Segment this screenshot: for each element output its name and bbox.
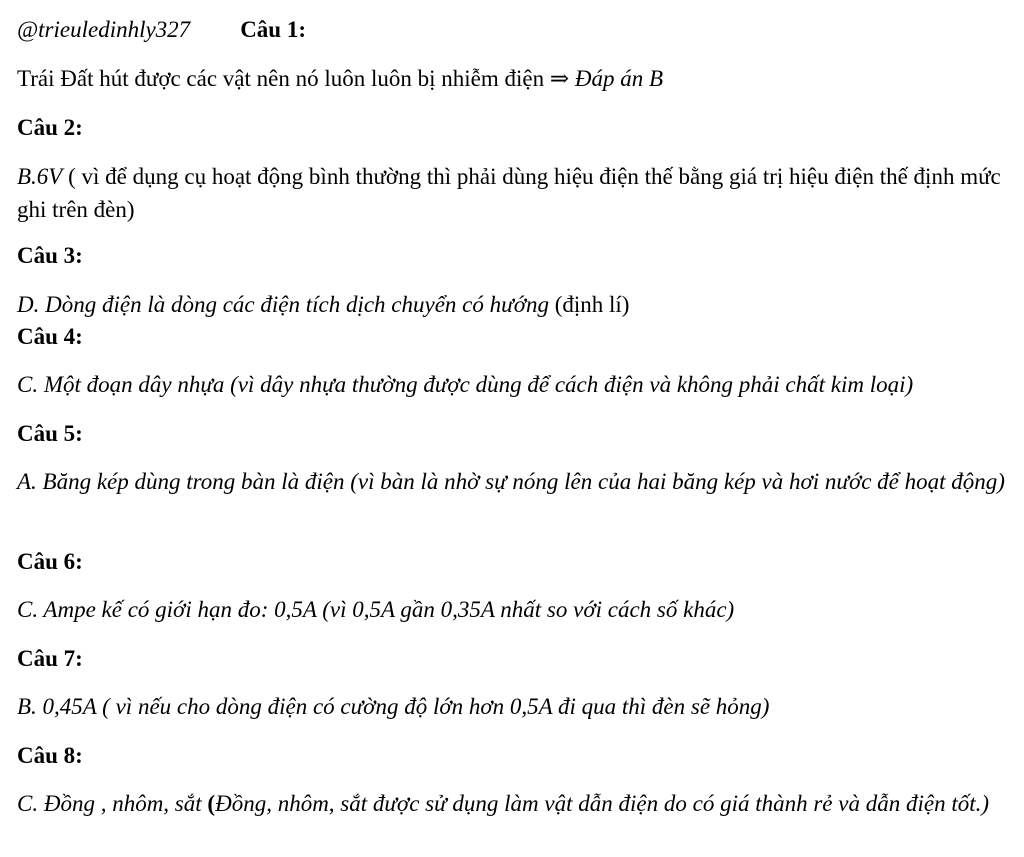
question-2-label: Câu 2:: [17, 115, 83, 140]
question-1-label: Câu 1:: [240, 17, 306, 42]
answer-1-choice: Đáp án B: [574, 66, 664, 91]
answer-4: C. Một đoạn dây nhựa (vì dây nhựa thường được dùng để cách điện và không phải chất kim loại): [17, 372, 914, 397]
answer-5: A. Băng kép dùng trong bàn là điện (vì bàn là nhờ sự nóng lên của hai băng kép và hơi nước để hoạt động): [17, 469, 1005, 494]
question-8-label: Câu 8:: [17, 743, 83, 768]
answer-3-text: (định lí): [548, 292, 630, 317]
question-5-label: Câu 5:: [17, 421, 83, 446]
author-handle: @trieuledinhly327: [17, 17, 191, 42]
answer-8-choice: C. Đồng , nhôm, sắt: [17, 791, 202, 816]
answer-8-text: Đồng, nhôm, sắt được sử dụng làm vật dẫn điện do có giá thành rẻ và dẫn điện tốt.): [215, 791, 990, 816]
answer-2-text: ( vì để dụng cụ hoạt động bình thường thì phải dùng hiệu điện thế bằng giá trị hiệu điện thế định mức ghi trên đèn): [17, 164, 1001, 222]
answer-1-text: Trái Đất hút được các vật nên nó luôn luôn bị nhiễm điện: [17, 66, 545, 91]
question-3-label: Câu 3:: [17, 243, 83, 268]
answer-8-paren: (: [201, 791, 216, 816]
answer-1: [17, 62, 1016, 95]
answer-8: [17, 787, 1016, 820]
answer-7: B. 0,45A ( vì nếu cho dòng điện có cường độ lớn hơn 0,5A đi qua thì đèn sẽ hỏng): [17, 694, 770, 719]
question-4-label: Câu 4:: [17, 324, 83, 349]
answer-6: C. Ampe kế có giới hạn đo: 0,5A (vì 0,5A gần 0,35A nhất so với cách số khác): [17, 597, 735, 622]
answer-3: [17, 288, 1016, 321]
question-7-label: Câu 7:: [17, 646, 83, 671]
question-6-label: Câu 6:: [17, 549, 83, 574]
arrow-symbol: ⇒: [549, 66, 570, 91]
answer-3-choice: D. Dòng điện là dòng các điện tích dịch chuyển có hướng: [17, 292, 549, 317]
answer-2: [17, 160, 1016, 226]
answer-2-choice: B.6V: [17, 164, 63, 189]
header-line: [17, 13, 1016, 46]
